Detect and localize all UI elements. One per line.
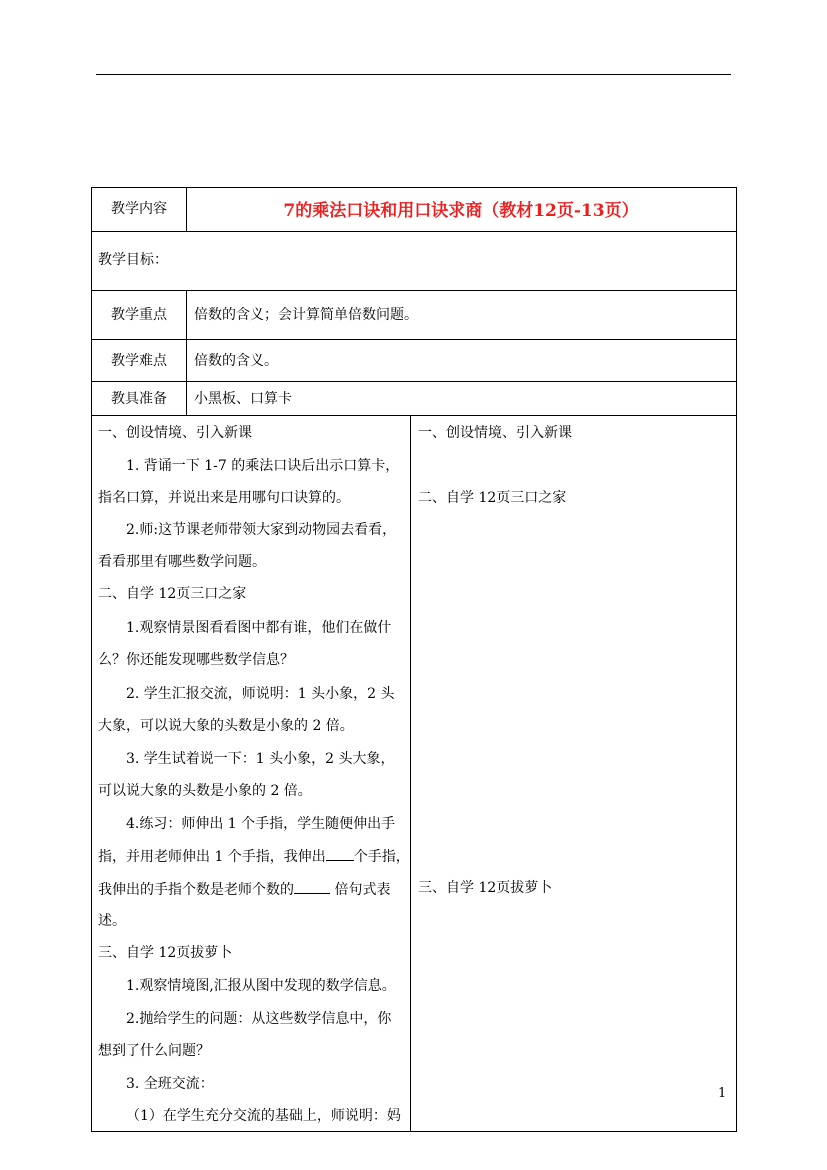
tools-value: 小黑板、口算卡 (194, 391, 292, 407)
body-line: 述。 (98, 913, 126, 929)
body-line (98, 879, 390, 900)
body-text: 倍句式表 (330, 882, 391, 898)
body-text: 个手指， (353, 849, 410, 865)
fill-blank (326, 846, 354, 861)
body-line: 3. 学生试着说一下：1 头小象，2 头大象， (126, 751, 395, 767)
body-line: 1.观察情景图看看图中都有谁，他们在做什 (126, 620, 392, 636)
body-line: 看看那里有哪些数学问题。 (98, 554, 266, 570)
key-label: 教学重点 (111, 307, 167, 323)
body-line: 2.抛给学生的问题：从这些数学信息中，你 (126, 1011, 392, 1027)
body-line: 么？你还能发现哪些数学信息？ (98, 652, 294, 668)
lesson-title: 7的乘法口诀和用口诀求商（教材12页-13页） (283, 201, 639, 221)
tools-label: 教具准备 (111, 391, 167, 407)
goal-label: 教学目标： (98, 252, 168, 268)
body-line: 3. 全班交流： (126, 1076, 214, 1092)
body-line: 4.练习：师伸出 1 个手指，学生随便伸出手 (126, 816, 396, 832)
difficulty-label: 教学难点 (111, 353, 167, 369)
body-line (98, 846, 410, 867)
body-text: 我伸出的手指个数是老师个数的 (98, 882, 294, 898)
section-heading: 二、自学 12页三口之家 (98, 586, 247, 602)
note-heading: 三、自学 12页拔萝卜 (418, 880, 553, 896)
body-text: 指，并用老师伸出 1 个手指，我伸出 (98, 849, 326, 865)
section-heading: 三、自学 12页拔萝卜 (98, 945, 233, 961)
body-line: （1）在学生充分交流的基础上，师说明：妈 (126, 1108, 401, 1124)
note-heading: 二、自学 12页三口之家 (418, 490, 567, 506)
body-line: 2. 学生汇报交流，师说明：1 头小象，2 头 (126, 686, 395, 702)
body-line: 1. 背诵一下 1-7 的乘法口诀后出示口算卡， (126, 458, 400, 474)
section-heading: 一、创设情境、引入新课 (98, 425, 252, 441)
page-number: 1 (718, 1086, 727, 1101)
body-line: 大象，可以说大象的头数是小象的 2 倍。 (98, 718, 354, 734)
fill-blank (294, 879, 330, 894)
key-value: 倍数的含义；会计算简单倍数问题。 (194, 307, 418, 323)
body-line: 1.观察情境图,汇报从图中发现的数学信息。 (126, 978, 396, 994)
body-line: 想到了什么问题？ (98, 1043, 210, 1059)
body-line: 2.师:这节课老师带领大家到动物园去看看， (126, 522, 397, 538)
body-line: 可以说大象的头数是小象的 2 倍。 (98, 783, 312, 799)
body-line: 指名口算，并说出来是用哪句口诀算的。 (98, 490, 350, 506)
note-heading: 一、创设情境、引入新课 (418, 425, 572, 441)
difficulty-value: 倍数的含义。 (194, 353, 278, 369)
content-label: 教学内容 (111, 201, 167, 217)
